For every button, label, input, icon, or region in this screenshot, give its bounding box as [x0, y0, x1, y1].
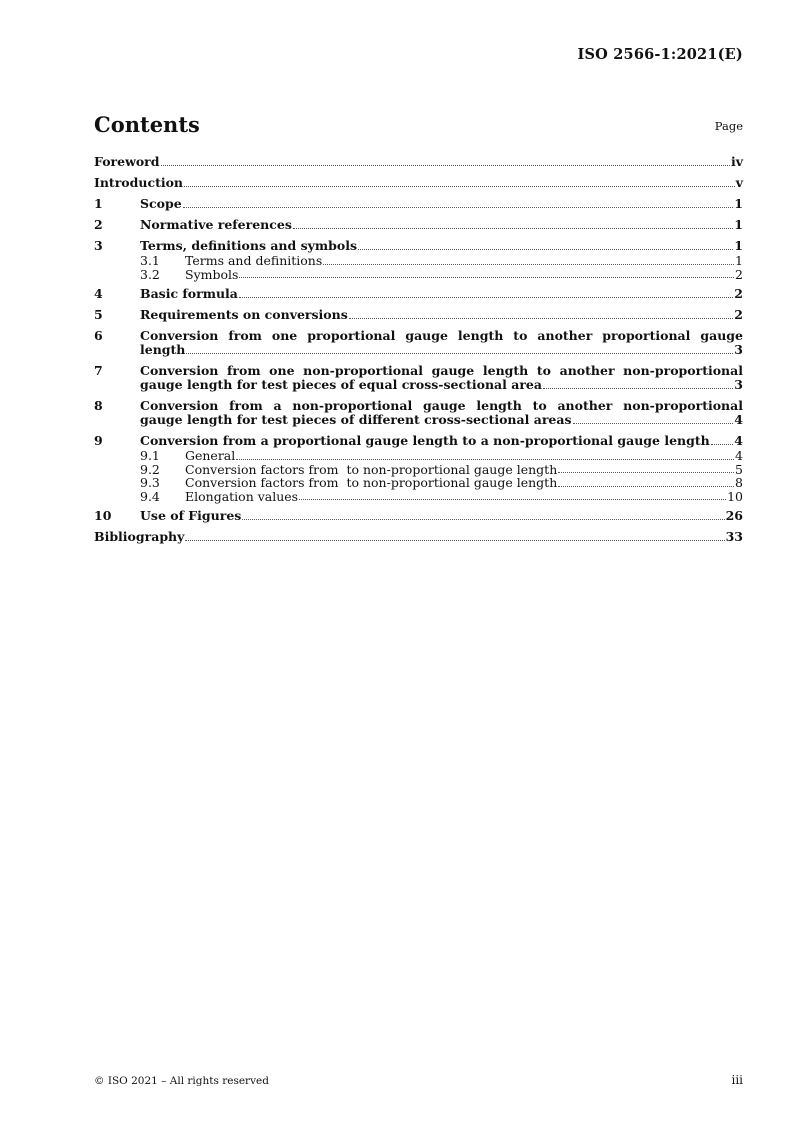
toc-number: 5: [94, 307, 103, 322]
dot-leader: [711, 444, 734, 445]
toc-page: v: [735, 175, 743, 190]
toc-entry-introduction[interactable]: [94, 176, 743, 190]
toc-entry-10[interactable]: [94, 509, 743, 523]
toc-number: 4: [94, 286, 103, 301]
toc-title: Normative references: [140, 217, 292, 232]
toc-page: 1: [735, 253, 743, 268]
toc-title: Requirements on conversions: [140, 307, 348, 322]
toc-title-line: Conversion from one proportional gauge length to another proportional gauge: [140, 328, 743, 343]
dot-leader: [323, 264, 734, 265]
toc-number: 7: [94, 363, 103, 378]
toc-page: 5: [735, 461, 743, 477]
toc-title-line: Conversion from one non-proportional gauge length to another non-proportional: [140, 363, 743, 378]
toc-number: 3.1: [140, 253, 160, 268]
footer-copyright: © ISO 2021 – All rights reserved: [94, 1075, 269, 1087]
dot-leader: [239, 277, 734, 278]
toc-title: Bibliography: [94, 529, 185, 544]
toc-page: 3: [734, 342, 743, 357]
toc-number: 3: [94, 238, 103, 253]
toc-number: 9.2: [140, 461, 160, 477]
toc-page: 4: [735, 448, 743, 463]
table-of-contents: [94, 155, 743, 551]
dot-leader: [358, 249, 733, 250]
toc-number: 9.1: [140, 448, 160, 463]
toc-title: Introduction: [94, 175, 184, 190]
toc-entry-9[interactable]: [94, 434, 743, 503]
toc-entry-4[interactable]: [94, 287, 743, 301]
toc-page: 2: [734, 307, 743, 322]
toc-page: 4: [734, 433, 743, 448]
toc-page: 33: [725, 529, 743, 544]
toc-entry-3[interactable]: [94, 239, 743, 281]
dot-leader: [573, 423, 734, 424]
dot-leader: [183, 207, 734, 208]
toc-subentry-9-4[interactable]: [140, 490, 743, 504]
toc-title: gauge length for test pieces of equal cross-sectional area: [140, 377, 542, 392]
toc-page: 26: [725, 508, 743, 523]
toc-page: 10: [727, 488, 743, 504]
toc-title: length: [140, 342, 186, 357]
toc-number: 6: [94, 328, 103, 343]
toc-entry-2[interactable]: [94, 218, 743, 232]
toc-title: Foreword: [94, 154, 160, 169]
toc-page: 1: [734, 238, 743, 253]
toc-subentry-3-1[interactable]: [140, 254, 743, 268]
dot-leader: [543, 388, 733, 389]
toc-number: 8: [94, 398, 103, 413]
toc-page: 8: [735, 475, 743, 490]
toc-entry-6[interactable]: [94, 329, 743, 357]
toc-entry-7[interactable]: [94, 364, 743, 392]
toc-title-line: Conversion from a non-proportional gauge length to another non-proportional: [140, 398, 743, 413]
toc-title: Conversion from a proportional gauge length to a non-proportional gauge length: [140, 433, 710, 448]
toc-entry-bibliography[interactable]: [94, 530, 743, 544]
dot-leader: [293, 228, 733, 229]
dot-leader: [558, 486, 734, 487]
toc-entry-8[interactable]: [94, 399, 743, 427]
toc-title: General: [185, 448, 236, 463]
toc-subentry-9-2[interactable]: [140, 463, 743, 477]
toc-page: 4: [734, 412, 743, 427]
toc-subentry-3-2[interactable]: [140, 268, 743, 282]
dot-leader: [161, 165, 730, 166]
toc-number: 9.3: [140, 475, 160, 490]
toc-title: Terms, definitions and symbols: [140, 238, 357, 253]
document-id: ISO 2566-1:2021(E): [577, 46, 743, 63]
toc-number: 3.2: [140, 266, 160, 282]
toc-page: iv: [730, 154, 743, 169]
toc-entry-foreword[interactable]: [94, 155, 743, 169]
toc-number: 2: [94, 217, 103, 232]
dot-leader: [299, 499, 726, 500]
toc-title: Basic formula: [140, 286, 238, 301]
dot-leader: [558, 472, 734, 473]
toc-number: 9: [94, 433, 103, 448]
toc-title: Conversion factors from to non-proportional gauge length: [185, 475, 558, 490]
toc-title: Use of Figures: [140, 508, 242, 523]
toc-number: 10: [94, 508, 112, 523]
toc-entry-5[interactable]: [94, 308, 743, 322]
toc-page: 1: [734, 196, 743, 211]
toc-title: gauge length for test pieces of different cross-sectional areas: [140, 412, 572, 427]
toc-title: Terms and definitions: [185, 253, 323, 268]
toc-title: Scope: [140, 196, 182, 211]
toc-number: 1: [94, 196, 103, 211]
toc-subentry-9-1[interactable]: [140, 449, 743, 463]
dot-leader: [242, 519, 724, 520]
toc-title: Conversion factors from to non-proportional gauge length: [185, 461, 558, 477]
page-title: Contents: [94, 112, 200, 137]
dot-leader: [186, 353, 733, 354]
toc-title: Symbols: [185, 266, 239, 282]
toc-page: 3: [734, 377, 743, 392]
toc-title: Elongation values: [185, 488, 299, 504]
footer-page-number: iii: [731, 1073, 743, 1087]
dot-leader: [349, 318, 734, 319]
page-column-label: Page: [714, 119, 743, 133]
toc-page: 2: [734, 286, 743, 301]
dot-leader: [185, 540, 724, 541]
toc-page: 2: [735, 266, 743, 282]
dot-leader: [184, 186, 735, 187]
dot-leader: [239, 297, 733, 298]
toc-number: 9.4: [140, 488, 160, 504]
toc-entry-1[interactable]: [94, 197, 743, 211]
dot-leader: [236, 459, 734, 460]
toc-page: 1: [734, 217, 743, 232]
toc-subentry-9-3[interactable]: [140, 476, 743, 490]
